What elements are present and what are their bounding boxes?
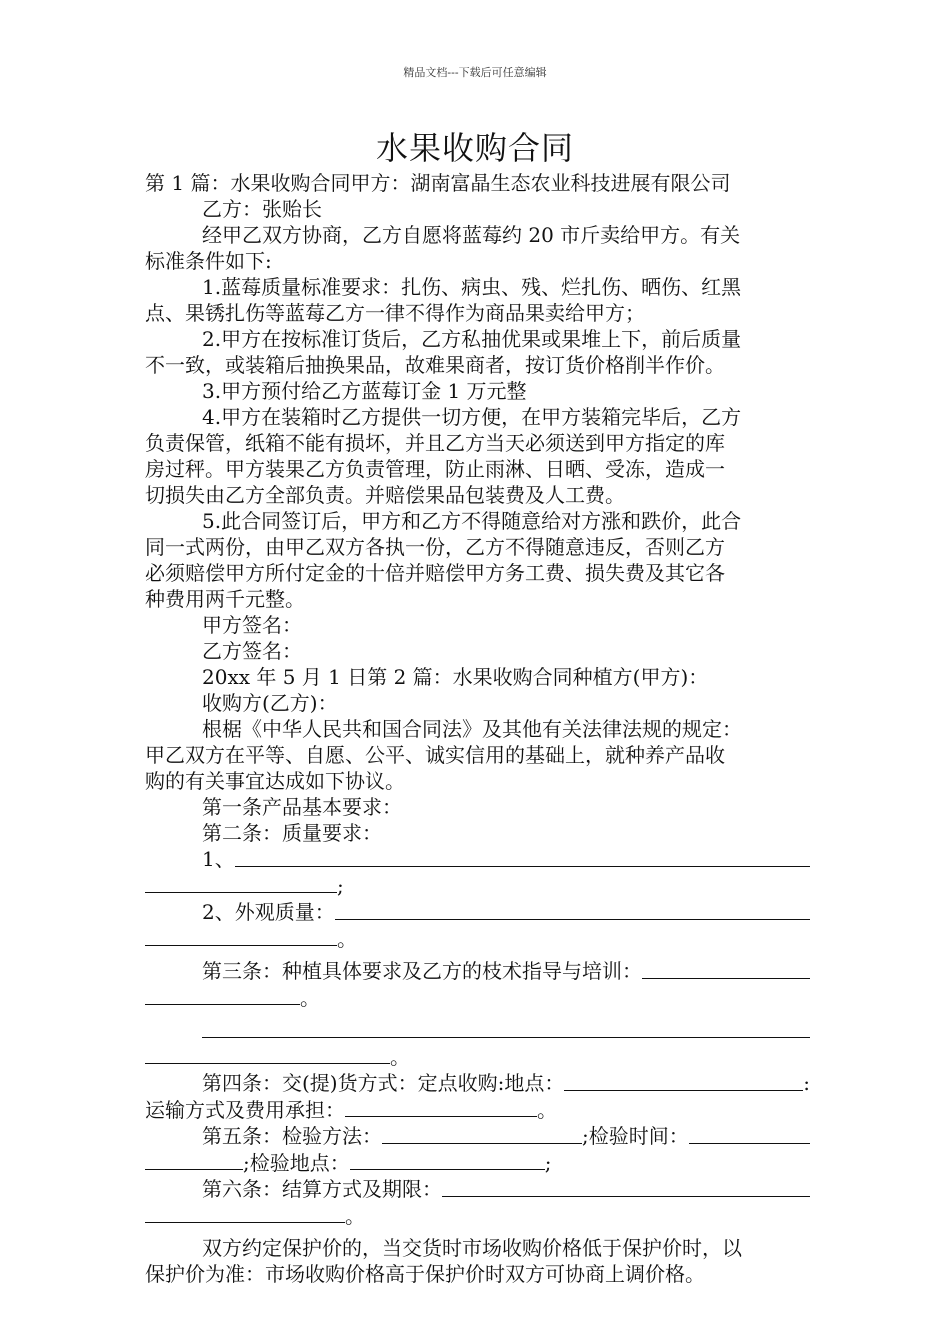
article-4-label: 第四条：交(提)货方式：定点收购:地点：: [202, 1071, 565, 1095]
quality-item-1-label: 1、: [202, 847, 235, 871]
article-5-place-label: ;检验地点：: [243, 1151, 350, 1175]
article-4-transport-blank: [345, 1096, 537, 1117]
article-6-cont: [145, 1202, 810, 1229]
item5-line-4: 种费用两千元整。: [145, 587, 305, 611]
article-5-label: 第五条：检验方法：: [202, 1124, 382, 1148]
quality-item-2-blank-cont: [145, 925, 337, 946]
item5-line-2: 同一式两份，由甲乙双方各执一份，乙方不得随意违反，否则乙方: [145, 535, 725, 559]
quality-item-1-end: ;: [337, 874, 344, 898]
quality-item-2: [145, 899, 810, 925]
quality-item-2-end: 。: [337, 927, 357, 951]
article-5-place-blank: [350, 1149, 545, 1170]
quality-item-1-blank: [235, 846, 810, 867]
article-4: [145, 1070, 810, 1096]
article-3: [145, 958, 810, 984]
article-5-time-blank-cont: [145, 1149, 243, 1170]
article-4-end: :: [803, 1071, 810, 1095]
article-5-end: ;: [544, 1151, 552, 1175]
basis-line-1: 根椐《中华人民共和国合同法》及其他有关法律法规的规定：: [202, 717, 742, 741]
article-3b-end: 。: [390, 1045, 410, 1069]
intro-line-2: 标准条件如下:: [145, 249, 272, 273]
article-3-blank: [642, 958, 810, 979]
article-1: 第一条产品基本要求：: [202, 795, 402, 819]
article-3b-cont: [145, 1043, 810, 1070]
buyer-line: 收购方(乙方)：: [202, 691, 338, 715]
article-5-time-blank: [689, 1123, 810, 1144]
item1-line-1: 1.蓝莓质量标准要求：扎伤、病虫、残、烂扎伤、晒伤、红黑: [202, 275, 742, 299]
article-3-blank-cont: [145, 984, 300, 1005]
article-4-transport: [145, 1096, 810, 1123]
article-2: 第二条：质量要求：: [202, 821, 382, 845]
basis-line-3: 购的有关事宜达成如下协议。: [145, 769, 405, 793]
page-header: 精品文档---下载后可任意编辑: [403, 66, 547, 79]
article-3-end: 。: [300, 986, 320, 1010]
article-3b-blank-cont: [145, 1043, 390, 1064]
price-line-1: 双方约定保护价的，当交货时市场收购价格低于保护价时，以: [202, 1236, 742, 1260]
article-5: [145, 1123, 810, 1149]
article-6: [145, 1176, 810, 1202]
quality-item-2-blank: [335, 899, 810, 920]
item4-line-4: 切损失由乙方全部负责。并赔偿果品包装费及人工费。: [145, 483, 625, 507]
item5-line-3: 必须赔偿甲方所付定金的十倍并赔偿甲方务工费、损失费及其它各: [145, 561, 725, 585]
item3-line: 3.甲方预付给乙方蓝莓订金 1 万元整: [202, 379, 527, 403]
article-4-transport-label: 运输方式及费用承担：: [145, 1098, 345, 1122]
document-body: [145, 170, 810, 1287]
price-line-2: 保护价为准：市场收购价格高于保护价时双方可协商上调价格。: [145, 1262, 705, 1286]
quality-item-1: [145, 846, 810, 872]
article-5-cont: [145, 1149, 810, 1176]
quality-item-2-label: 2、外观质量：: [202, 900, 335, 924]
party-b-line: 乙方：张贻长: [202, 197, 322, 221]
contract1-heading: 第 1 篇：水果收购合同甲方：湖南富晶生态农业科技进展有限公司: [145, 171, 731, 195]
document-title: 水果收购合同: [375, 129, 574, 167]
article-3-cont: [145, 984, 810, 1011]
quality-item-1-blank-cont: [145, 872, 337, 893]
article-6-end: 。: [345, 1204, 365, 1228]
article-3b: [145, 1017, 810, 1043]
article-4-location-blank: [564, 1070, 803, 1091]
article-6-label: 第六条：结算方式及期限：: [202, 1177, 442, 1201]
item5-line-1: 5.此合同签订后，甲方和乙方不得随意给对方涨和跌价，此合: [202, 509, 742, 533]
item2-line-1: 2.甲方在按标准订货后，乙方私抽优果或果堆上下，前后质量: [202, 327, 742, 351]
signature-a: 甲方签名：: [202, 613, 302, 637]
quality-item-1-cont: [145, 872, 810, 899]
intro-line-1: 经甲乙双方协商，乙方自愿将蓝莓约 20 市斤卖给甲方。有关: [202, 223, 741, 247]
basis-line-2: 甲乙双方在平等、自愿、公平、诚实信用的基础上，就种养产品收: [145, 743, 725, 767]
item4-line-3: 房过秤。甲方装果乙方负责管理，防止雨淋、日晒、受冻，造成一: [145, 457, 725, 481]
article-4-transport-end: 。: [537, 1098, 557, 1122]
article-5-method-blank: [382, 1123, 582, 1144]
item4-line-1: 4.甲方在装箱时乙方提供一切方便，在甲方装箱完毕后，乙方: [202, 405, 742, 429]
article-5-time-label: ;检验时间：: [582, 1124, 689, 1148]
signature-b: 乙方签名：: [202, 639, 302, 663]
contract2-heading: 20xx 年 5 月 1 日第 2 篇：水果收购合同种植方(甲方)：: [202, 665, 709, 689]
quality-item-2-cont: [145, 925, 810, 952]
item1-line-2: 点、果锈扎伤等蓝莓乙方一律不得作为商品果卖给甲方；: [145, 301, 645, 325]
article-6-blank: [442, 1176, 810, 1197]
item2-line-2: 不一致，或装箱后抽换果品，故难果商者，按订货价格削半作价。: [145, 353, 725, 377]
article-3-label: 第三条：种植具体要求及乙方的枝术指导与培训：: [202, 959, 642, 983]
item4-line-2: 负责保管，纸箱不能有损坏，并且乙方当天必须送到甲方指定的库: [145, 431, 725, 455]
article-3b-blank: [202, 1017, 810, 1038]
article-6-blank-cont: [145, 1202, 345, 1223]
